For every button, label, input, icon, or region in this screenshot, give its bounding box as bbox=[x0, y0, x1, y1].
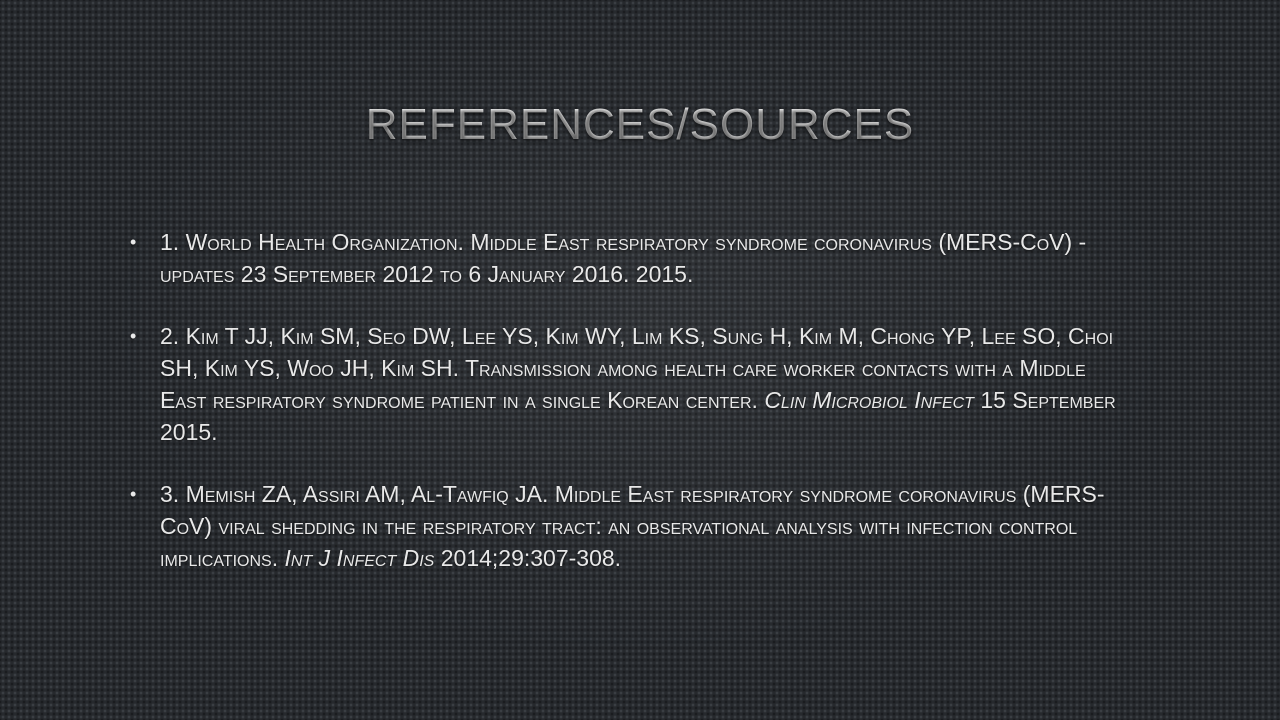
reference-list bbox=[128, 226, 1128, 574]
reference-item-1 bbox=[128, 226, 1128, 290]
slide-title: REFERENCES/SOURCES bbox=[0, 100, 1280, 150]
reference-citation: 2014;29:307-308. bbox=[434, 545, 622, 571]
reference-item-2 bbox=[128, 320, 1128, 448]
reference-item-3 bbox=[128, 478, 1128, 574]
bullet-icon: • bbox=[130, 232, 137, 252]
bullet-icon: • bbox=[130, 326, 137, 346]
reference-text: 3. Memish ZA, Assiri AM, Al-Tawfiq JA. Middle East respiratory syndrome coronavirus (MERS-CoV) viral shedding in the respiratory tract: an observational analysis with infection control implications. bbox=[160, 481, 1105, 571]
reference-date: 15 September 2015. bbox=[160, 387, 1116, 445]
reference-journal: Clin Microbiol Infect bbox=[764, 387, 974, 413]
reference-text: 2. Kim T JJ, Kim SM, Seo DW, Lee YS, Kim WY, Lim KS, Sung H, Kim M, Chong YP, Lee SO, Choi SH, Kim YS, Woo JH, Kim SH. Transmission among health care worker contacts with a Middle East respiratory syndrome patient in a single Korean center. bbox=[160, 323, 1114, 413]
bullet-icon: • bbox=[130, 484, 137, 504]
reference-text: 1. World Health Organization. Middle East respiratory syndrome coronavirus (MERS-CoV) - updates 23 September 2012 to 6 January 2016. 2015. bbox=[160, 229, 1087, 287]
reference-journal: Int J Infect Dis bbox=[284, 545, 435, 571]
